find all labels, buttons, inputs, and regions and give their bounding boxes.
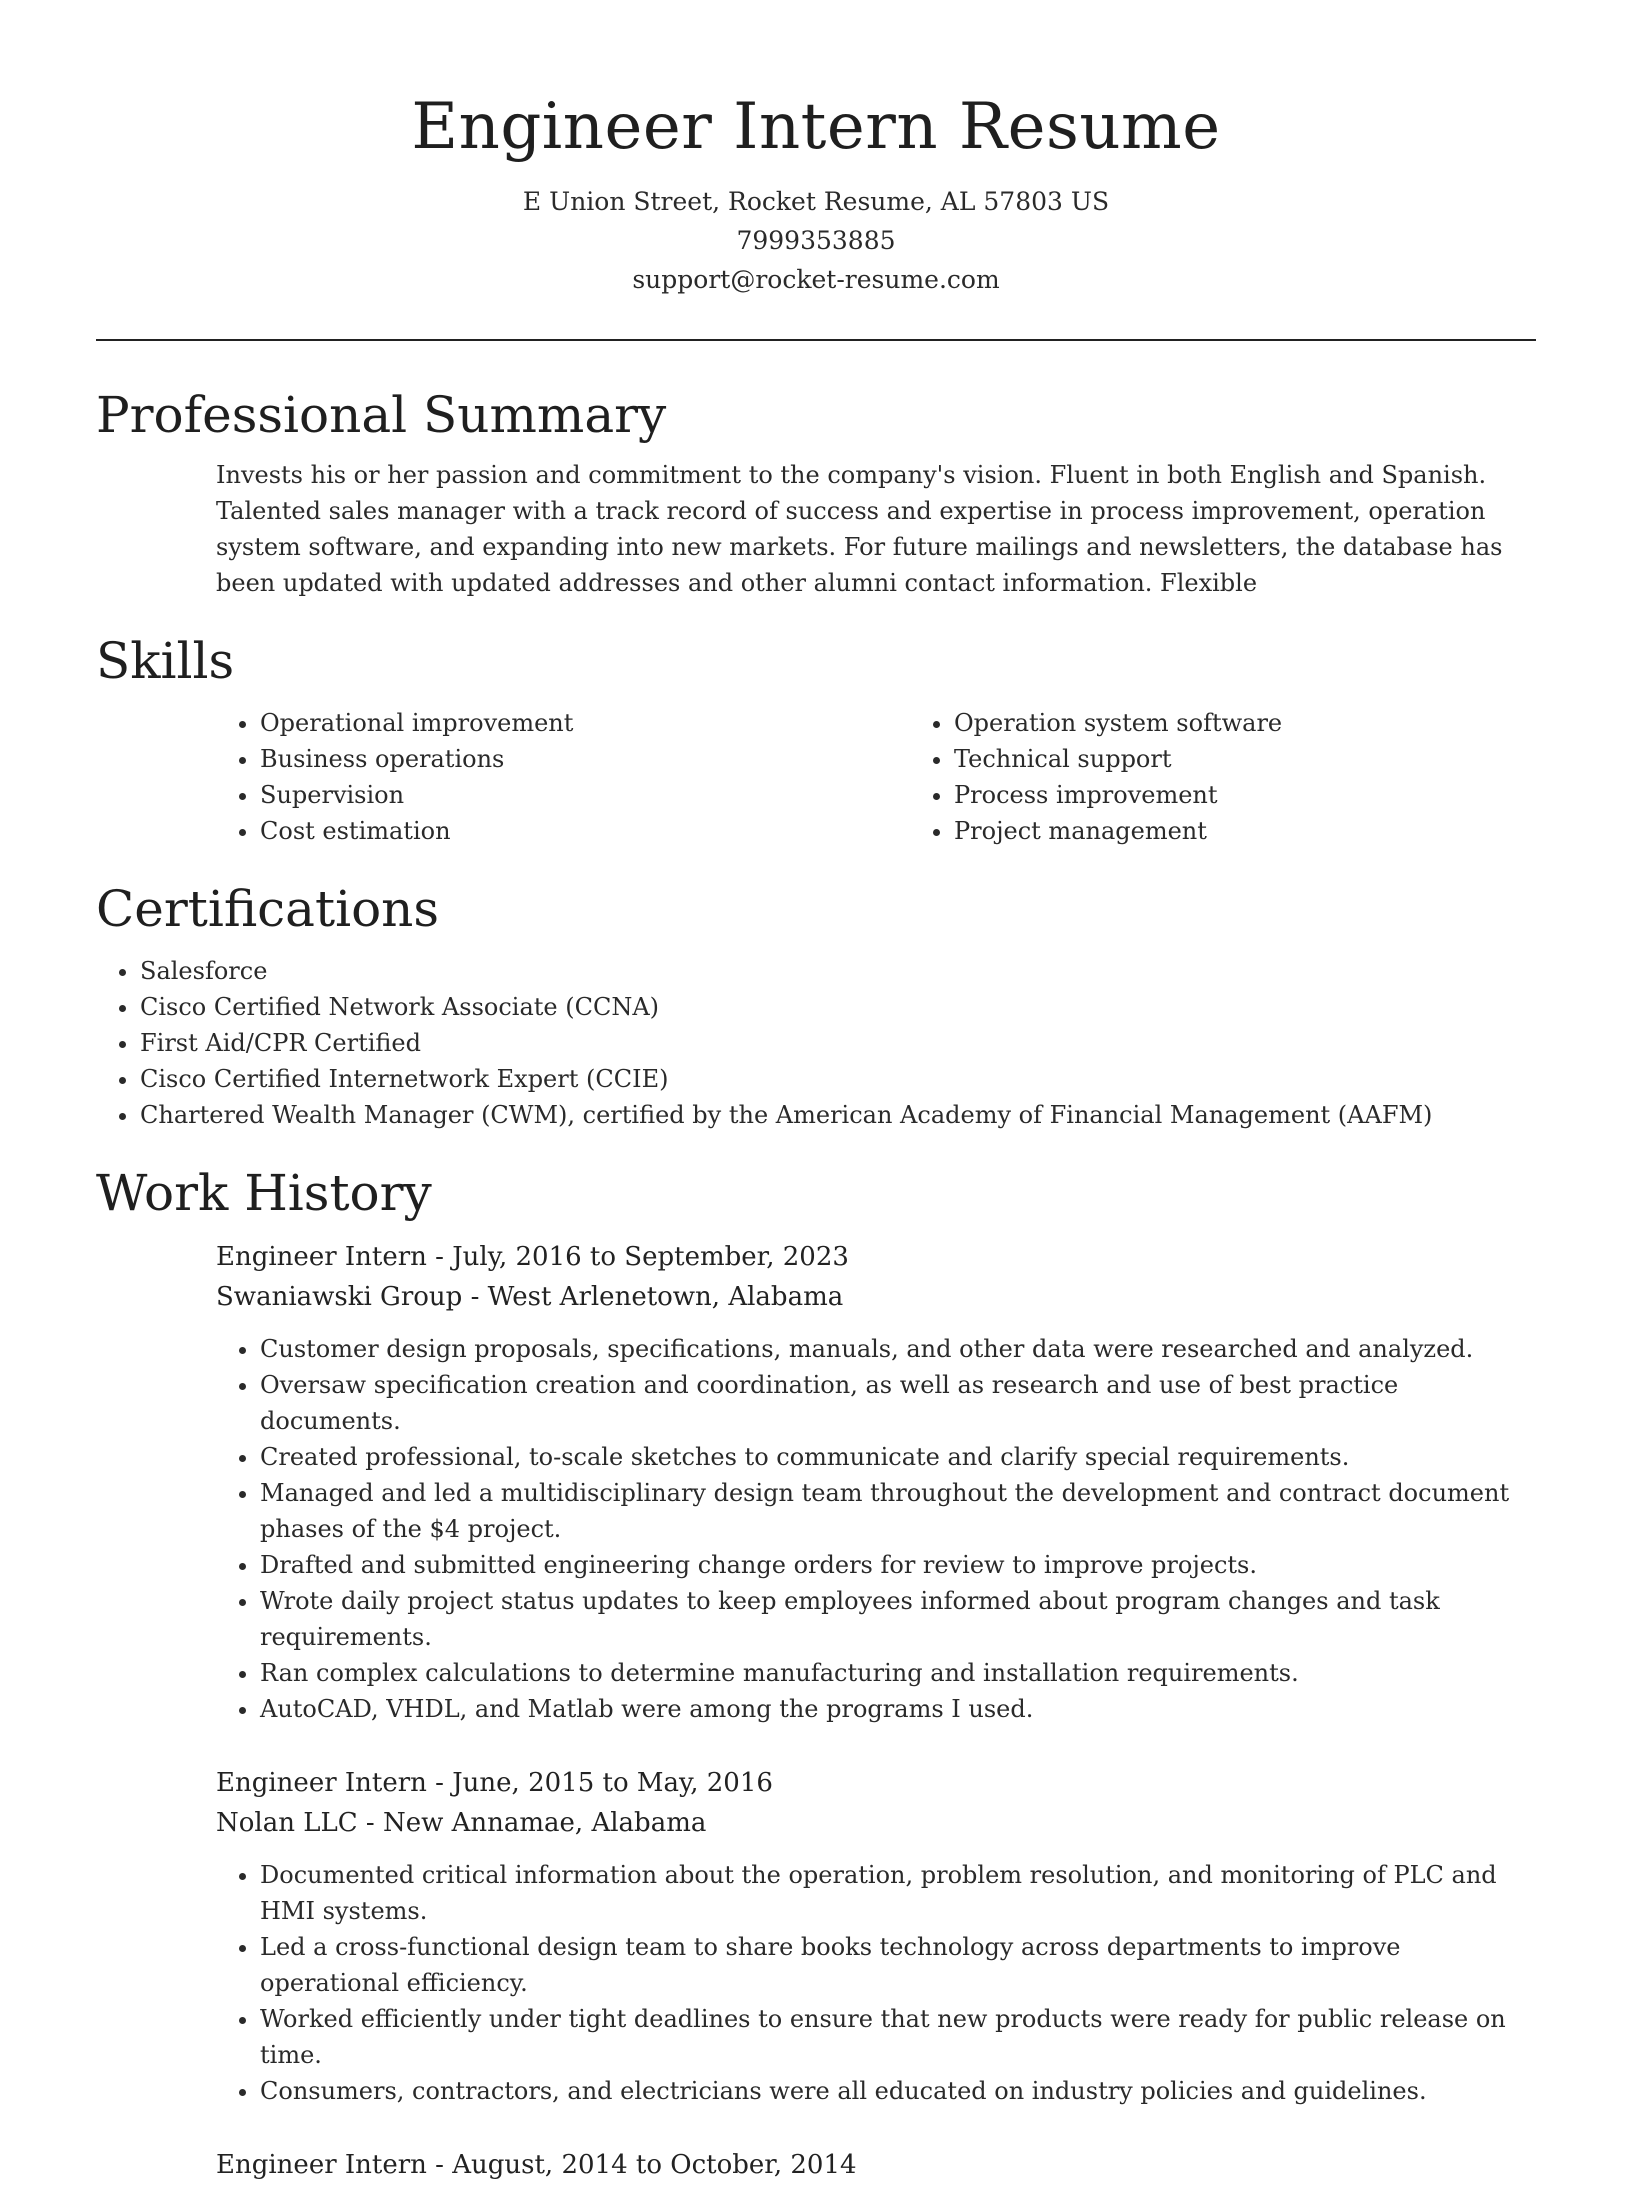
certification-item: • First Aid/CPR Certified [140,1025,1536,1061]
certification-item: • Cisco Certified Internetwork Expert (CCIE) [140,1061,1536,1097]
job-bullet: • Documented critical information about the operation, problem resolution, and monitoring of PLC and HMI systems. [260,1857,1536,1929]
summary-text: Invests his or her passion and commitment to the company's vision. Fluent in both English and Spanish. Talented sales manager with a track record of success and expertise in process improvement, operation system software, and expanding into new markets. For future mailings and newsletters, the database has been updated with updated addresses and other alumni contact information. Flexible [216,461,1503,597]
address: E Union Street, Rocket Resume, AL 57803 US [522,187,1110,216]
skills-section [96,629,1536,849]
job-entry [216,2145,1536,2185]
skills-heading: Skills [96,632,235,690]
certifications-list [96,953,1536,1133]
job-bullets [216,1331,1536,1727]
phone: 7999353885 [736,226,896,255]
skill-item: • Supervision [260,777,910,813]
skills-right-list [910,705,1604,849]
job-bullet: • Consumers, contractors, and electricians were all educated on industry policies and guidelines. [260,2073,1536,2109]
certification-item: • Chartered Wealth Manager (CWM), certified by the American Academy of Financial Management (AAFM) [140,1097,1536,1133]
job-bullet: • Created professional, to-scale sketches to communicate and clarify special requirements. [260,1439,1536,1475]
skills-left-list [216,705,910,849]
certifications-heading: Certifications [96,880,440,938]
certification-item: • Salesforce [140,953,1536,989]
contact-info [96,182,1536,299]
job-bullet: • Ran complex calculations to determine manufacturing and installation requirements. [260,1655,1536,1691]
work-history-section [96,1161,1536,2185]
job-bullet: • Led a cross-functional design team to share books technology across departments to improve operational efficiency. [260,1929,1536,2001]
job-entry [216,1763,1536,2109]
email: support@rocket-resume.com [632,265,1000,294]
job-company-line: Nolan LLC - New Annamae, Alabama [216,1808,707,1838]
job-bullets [216,1857,1536,2109]
resume-title: Engineer Intern Resume [411,90,1221,164]
job-bullet: • Worked efficiently under tight deadlines to ensure that new products were ready for public release on time. [260,2001,1536,2073]
skill-item: • Technical support [954,741,1604,777]
work-history-heading: Work History [96,1164,432,1222]
job-title-line: Engineer Intern - July, 2016 to September, 2023 [216,1242,849,1272]
job-bullet: • Wrote daily project status updates to keep employees informed about program changes and task requirements. [260,1583,1536,1655]
skill-item: • Process improvement [954,777,1604,813]
job-entry [216,1237,1536,1727]
job-bullet: • Managed and led a multidisciplinary design team throughout the development and contract document phases of the $4 project. [260,1475,1536,1547]
header-divider [96,339,1536,341]
job-bullet: • Drafted and submitted engineering change orders for review to improve projects. [260,1547,1536,1583]
skills-grid [216,705,1536,849]
job-title-line: Engineer Intern - June, 2015 to May, 2016 [216,1768,773,1798]
certification-item: • Cisco Certified Network Associate (CCNA) [140,989,1536,1025]
skill-item: • Business operations [260,741,910,777]
summary-section [96,383,1536,601]
job-bullet: • Oversaw specification creation and coordination, as well as research and use of best practice documents. [260,1367,1536,1439]
skill-item: • Project management [954,813,1604,849]
job-bullet: • Customer design proposals, specifications, manuals, and other data were researched and analyzed. [260,1331,1536,1367]
skill-item: • Operation system software [954,705,1604,741]
job-title-line: Engineer Intern - August, 2014 to October, 2014 [216,2150,857,2180]
job-bullet: • AutoCAD, VHDL, and Matlab were among the programs I used. [260,1691,1536,1727]
job-company-line: Swaniawski Group - West Arlenetown, Alabama [216,1282,844,1312]
summary-heading: Professional Summary [96,386,667,444]
skill-item: • Operational improvement [260,705,910,741]
certifications-section [96,877,1536,1133]
resume-header [96,0,1536,299]
skill-item: • Cost estimation [260,813,910,849]
